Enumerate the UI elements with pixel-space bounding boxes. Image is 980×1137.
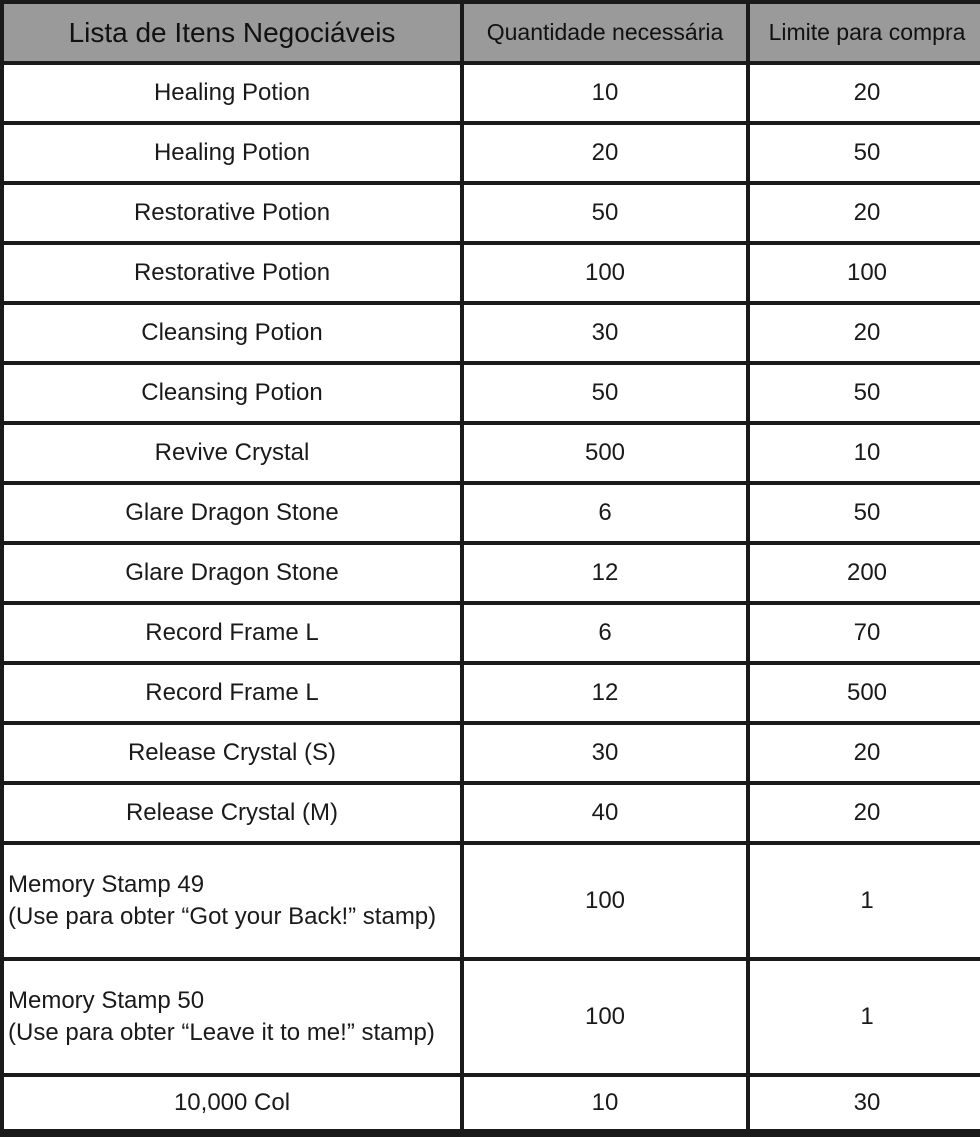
row-11-qty: 12 — [464, 665, 746, 721]
row-14-name-cell — [4, 845, 460, 957]
row-15-name: Memory Stamp 50 — [8, 987, 205, 1014]
row-16-name: 10,000 Col — [4, 1077, 460, 1129]
row-3-limit: 20 — [750, 185, 980, 241]
row-3-qty: 50 — [464, 185, 746, 241]
row-8-name: Glare Dragon Stone — [4, 485, 460, 541]
row-13-name: Release Crystal (M) — [4, 785, 460, 841]
row-13-qty: 40 — [464, 785, 746, 841]
header-quantity: Quantidade necessária — [464, 4, 746, 61]
row-9-limit: 200 — [750, 545, 980, 601]
row-14-name: Memory Stamp 49 — [8, 871, 205, 898]
row-7-limit: 10 — [750, 425, 980, 481]
row-2-name: Healing Potion — [4, 125, 460, 181]
row-14-qty: 100 — [464, 845, 746, 957]
row-12-qty: 30 — [464, 725, 746, 781]
header-item: Lista de Itens Negociáveis — [4, 4, 460, 61]
row-11-name: Record Frame L — [4, 665, 460, 721]
row-6-limit: 50 — [750, 365, 980, 421]
row-5-name: Cleansing Potion — [4, 305, 460, 361]
row-9-qty: 12 — [464, 545, 746, 601]
row-14-note: (Use para obter “Got your Back!” stamp) — [8, 903, 437, 930]
header-limit: Limite para compra — [750, 4, 980, 61]
row-1-limit: 20 — [750, 65, 980, 121]
row-4-qty: 100 — [464, 245, 746, 301]
row-5-qty: 30 — [464, 305, 746, 361]
row-12-limit: 20 — [750, 725, 980, 781]
row-4-name: Restorative Potion — [4, 245, 460, 301]
row-13-limit: 20 — [750, 785, 980, 841]
row-15-limit: 1 — [750, 961, 980, 1073]
row-5-limit: 20 — [750, 305, 980, 361]
row-8-qty: 6 — [464, 485, 746, 541]
row-15-name-cell — [4, 961, 460, 1073]
row-7-qty: 500 — [464, 425, 746, 481]
row-2-limit: 50 — [750, 125, 980, 181]
row-4-limit: 100 — [750, 245, 980, 301]
row-15-qty: 100 — [464, 961, 746, 1073]
row-10-limit: 70 — [750, 605, 980, 661]
row-6-qty: 50 — [464, 365, 746, 421]
row-14-limit: 1 — [750, 845, 980, 957]
row-10-name: Record Frame L — [4, 605, 460, 661]
row-7-name: Revive Crystal — [4, 425, 460, 481]
row-8-limit: 50 — [750, 485, 980, 541]
row-2-qty: 20 — [464, 125, 746, 181]
row-6-name: Cleansing Potion — [4, 365, 460, 421]
row-1-qty: 10 — [464, 65, 746, 121]
row-16-limit: 30 — [750, 1077, 980, 1129]
row-11-limit: 500 — [750, 665, 980, 721]
row-3-name: Restorative Potion — [4, 185, 460, 241]
row-1-name: Healing Potion — [4, 65, 460, 121]
row-15-note: (Use para obter “Leave it to me!” stamp) — [8, 1019, 435, 1046]
row-12-name: Release Crystal (S) — [4, 725, 460, 781]
row-10-qty: 6 — [464, 605, 746, 661]
row-9-name: Glare Dragon Stone — [4, 545, 460, 601]
row-16-qty: 10 — [464, 1077, 746, 1129]
